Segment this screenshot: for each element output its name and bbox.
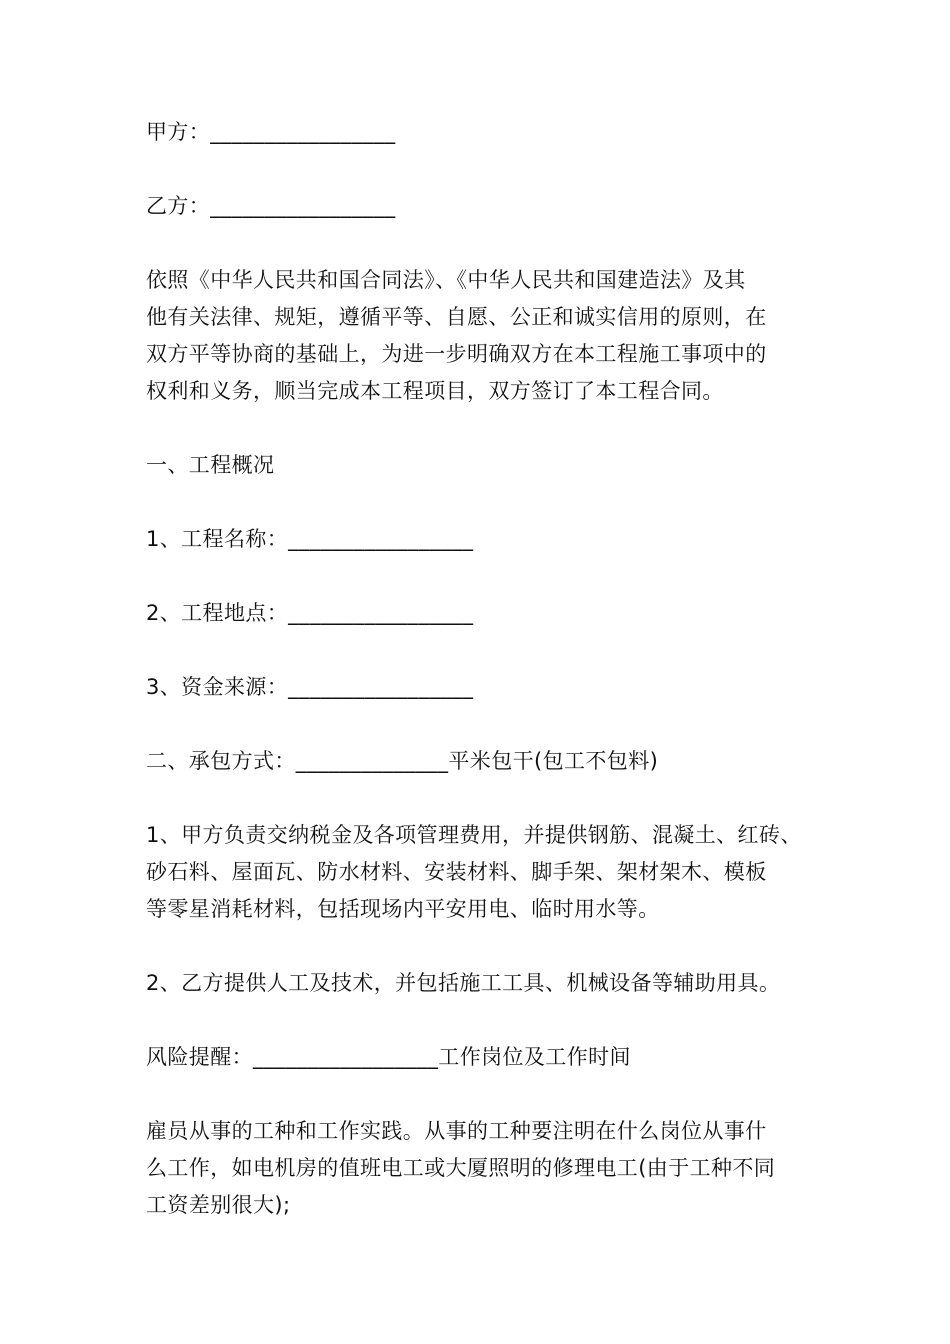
- spacer: [146, 928, 846, 965]
- party-b-line: 乙方：_________________: [146, 194, 396, 218]
- party-a-line: 甲方：_________________: [146, 120, 396, 144]
- section-1-title: 一、工程概况: [146, 453, 275, 477]
- fund-source-line: 3、资金来源：_________________: [146, 675, 474, 699]
- spacer: [146, 1076, 846, 1113]
- section-2-title: 二、承包方式：______________平米包干(包工不包料): [146, 749, 659, 773]
- clause-1-line: 1、甲方负责交纳税金及各项管理费用，并提供钢筋、混凝土、红砖、: [146, 823, 802, 847]
- document-body: [146, 114, 846, 1224]
- preamble-line: 双方平等协商的基础上，为进一步明确双方在本工程施工事项中的: [146, 342, 767, 366]
- clause-1-paragraph: [146, 817, 846, 928]
- employee-note-paragraph: [146, 1113, 846, 1224]
- spacer: [146, 780, 846, 817]
- project-name-line: 1、工程名称：_________________: [146, 527, 474, 551]
- spacer: [146, 1002, 846, 1039]
- spacer: [146, 484, 846, 521]
- spacer: [146, 410, 846, 447]
- spacer: [146, 225, 846, 262]
- spacer: [146, 151, 846, 188]
- clause-1-line: 砂石料、屋面瓦、防水材料、安装材料、脚手架、架材架木、模板: [146, 860, 767, 884]
- employee-note-line: 工资差别很大);: [146, 1193, 291, 1217]
- preamble-paragraph: [146, 262, 846, 410]
- spacer: [146, 558, 846, 595]
- preamble-line: 权利和义务，顺当完成本工程项目，双方签订了本工程合同。: [146, 379, 724, 403]
- spacer: [146, 632, 846, 669]
- spacer: [146, 706, 846, 743]
- employee-note-line: 么工作，如电机房的值班电工或大厦照明的修理电工(由于工种不同: [146, 1156, 776, 1180]
- employee-note-line: 雇员从事的工种和工作实践。从事的工种要注明在什么岗位从事什: [146, 1119, 767, 1143]
- preamble-line: 依照《中华人民共和国合同法》、《中华人民共和国建造法》及其: [146, 268, 746, 292]
- clause-1-line: 等零星消耗材料，包括现场内平安用电、临时用水等。: [146, 897, 660, 921]
- preamble-line: 他有关法律、规矩，遵循平等、自愿、公正和诚实信用的原则，在: [146, 305, 767, 329]
- risk-reminder-line: 风险提醒：_________________工作岗位及工作时间: [146, 1045, 631, 1069]
- project-location-line: 2、工程地点：_________________: [146, 601, 474, 625]
- clause-2-line: 2、乙方提供人工及技术，并包括施工工具、机械设备等辅助用具。: [146, 971, 781, 995]
